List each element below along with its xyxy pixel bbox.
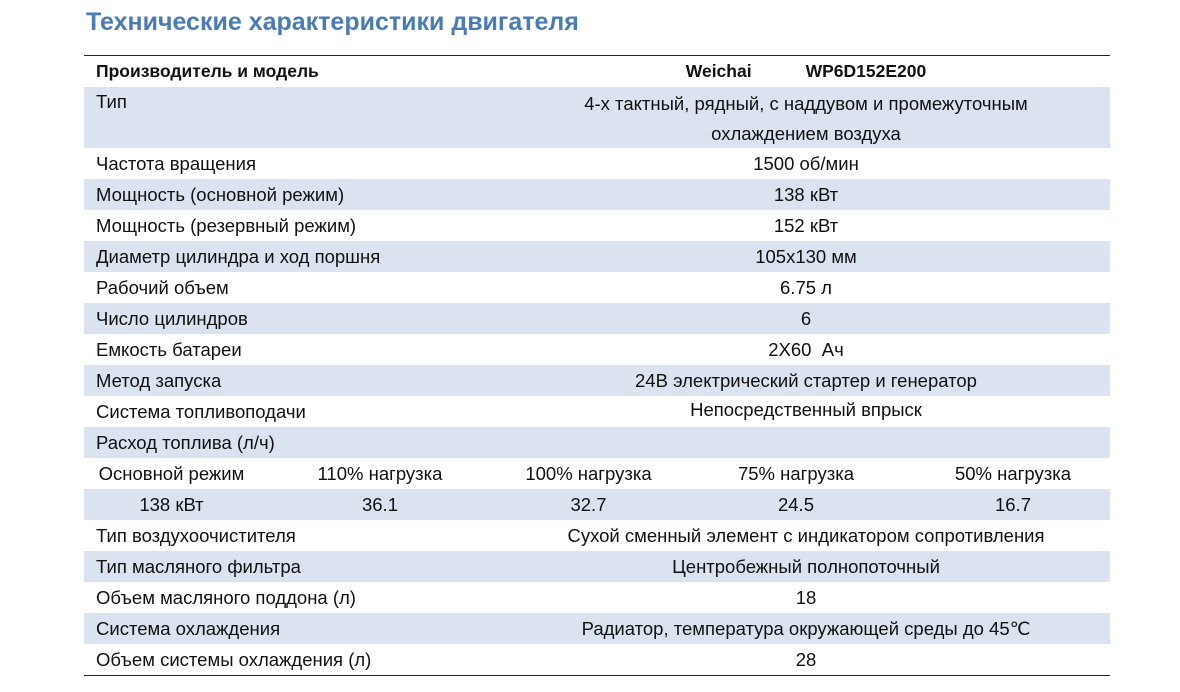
table-row [84,582,1110,613]
page-title: Технические характеристики двигателя [86,8,579,36]
row-value: Сухой сменный элемент с индикатором сопротивления [567,524,1045,546]
row-label: Тип [96,91,127,112]
table-row [84,87,1110,148]
row-label: Расход топлива (л/ч) [96,431,275,453]
row-label: Метод запуска [96,369,222,391]
row-value-line: охлаждением воздуха [711,123,901,144]
table-row [84,241,1110,272]
fuel-header-100: 100% нагрузка [525,462,652,484]
row-value: 24В электрический стартер и генератор [635,369,977,391]
table-row [84,148,1110,179]
row-label: Частота вращения [96,152,256,174]
fuel-header-75: 75% нагрузка [737,462,855,484]
header-label: Производитель и модель [96,61,319,81]
table-row [84,613,1110,644]
fuel-value-110: 36.1 [361,493,398,515]
table-row [84,210,1110,241]
row-value: 2X60 Ач [768,338,844,360]
row-label: Емкость батареи [96,338,242,360]
row-value: 105x130 мм [755,245,857,267]
row-value: Радиатор, температура окружающей среды до 45℃ [581,617,1031,639]
table-row [84,365,1110,396]
table-row [84,551,1110,582]
row-value [484,87,1110,149]
row-value-line: 4-х тактный, рядный, с наддувом и промежуточным [584,93,1028,114]
table-row [84,179,1110,210]
table-row [84,644,1110,675]
row-label: Мощность (основной режим) [96,183,345,205]
row-value: 6.75 л [780,276,832,298]
fuel-value-50: 16.7 [994,493,1031,515]
spec-table [84,55,1110,676]
model-name: WP6D152E200 [805,61,927,81]
row-label: Диаметр цилиндра и ход поршня [96,245,381,267]
row-label: Объем системы охлаждения (л) [96,648,372,670]
table-row [84,396,1110,427]
row-value: Непосредственный впрыск [690,398,922,420]
fuel-value-100: 32.7 [570,493,607,515]
row-value: 28 [795,648,817,670]
fuel-header-50: 50% нагрузка [954,462,1072,484]
table-header-row [84,56,1110,87]
row-value: Центробежный полнопоточный [672,555,940,577]
fuel-value-75: 24.5 [777,493,814,515]
row-value: 1500 об/мин [753,152,859,174]
table-row [84,427,1110,458]
brand-name: Weichai [685,61,752,81]
table-row [84,520,1110,551]
row-value: 6 [800,307,812,329]
row-value: 138 кВт [773,183,839,205]
row-label: Мощность (резервный режим) [96,214,357,236]
table-row [84,303,1110,334]
fuel-values-row [84,489,1110,520]
fuel-header-110: 110% нагрузка [317,462,443,484]
table-row [84,334,1110,365]
fuel-header-mode: Основной режим [98,462,245,484]
row-label: Число цилиндров [96,307,248,329]
row-label: Объем масляного поддона (л) [96,586,356,608]
fuel-value-mode: 138 кВт [139,493,204,515]
row-value: 18 [795,586,817,608]
row-label: Тип воздухоочистителя [96,524,296,546]
header-value [484,61,1110,82]
row-value: 152 кВт [773,214,839,236]
row-label: Тип масляного фильтра [96,555,301,577]
row-label: Система охлаждения [96,617,281,639]
row-label: Система топливоподачи [96,400,306,422]
row-label: Рабочий объем [96,276,229,298]
table-row [84,272,1110,303]
fuel-header-row [84,458,1110,489]
